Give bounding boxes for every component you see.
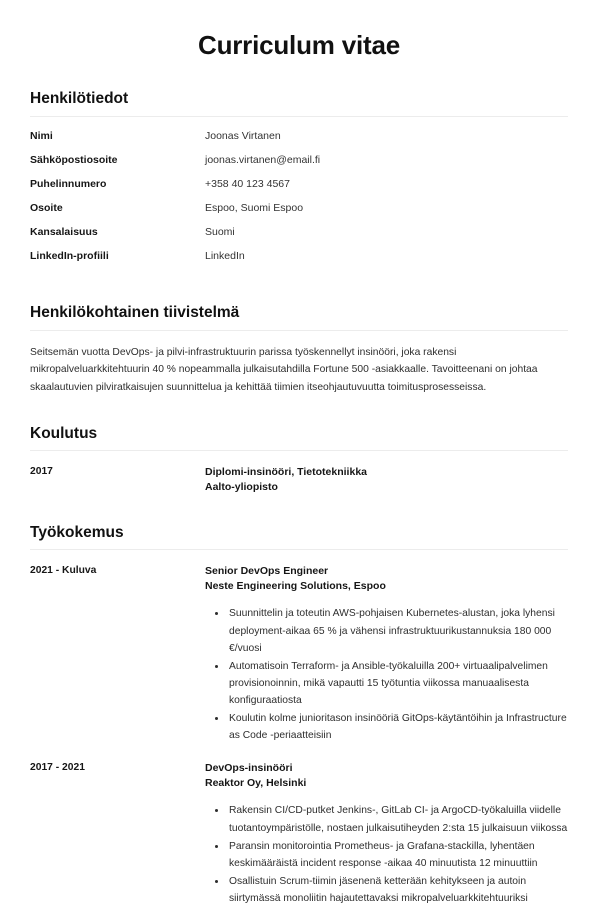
table-row — [30, 178, 568, 202]
education-entry — [30, 465, 568, 495]
table-row — [30, 130, 568, 154]
table-row — [30, 226, 568, 250]
experience-entry-company: Reaktor Oy, Helsinki — [205, 777, 307, 790]
list-item: • Suunnittelin ja toteutin AWS-pohjaisen Kubernetes-alustan, joka lyhensi deployment-aikaa 65 % ja vähensi infrastruktuurikustannuksia 180 000 €/vuosi — [227, 605, 568, 656]
education-entry-body — [205, 465, 568, 495]
experience-entry-body — [205, 564, 568, 745]
summary-paragraph: Seitsemän vuotta DevOps- ja pilvi-infrastruktuurin parissa työskennellyt insinööri, joka rakensi mikropalveluarkkitehtuurin 40 % nopeammalla julkaisutahdilla Fortune 500 -asiakkaalle. Tavoitteenani on johtaa skaalautuvien pilviratkaisujen suunnittelua ja kehittää tiimien itseohjautuvuutta toimitusprosesseissa. — [30, 346, 538, 394]
section-personal-summary — [30, 303, 568, 396]
experience-entry — [30, 761, 568, 908]
list-item: • Automatisoin Terraform- ja Ansible-työkaluilla 200+ virtuaalipalvelimen provisionoinnin, mikä vapautti 15 työtuntia viikossa manuaalisesta konfiguraatiosta — [227, 658, 568, 709]
detail-value-nationality: Suomi — [205, 226, 235, 239]
section-work-experience — [30, 523, 568, 908]
detail-value-email: joonas.virtanen@email.fi — [205, 153, 321, 166]
page-title: Curriculum vitae — [198, 30, 400, 60]
detail-value-linkedin: LinkedIn — [205, 250, 245, 263]
education-entry-date: 2017 — [30, 466, 53, 478]
section-heading-personal-details: Henkilötiedot — [30, 90, 129, 108]
detail-value-phone: +358 40 123 4567 — [205, 177, 290, 190]
section-heading-education: Koulutus — [30, 424, 98, 442]
section-heading-work-experience: Työkokemus — [30, 523, 124, 541]
list-item: • Koulutin kolme junioritason insinööriä GitOps-käytäntöihin ja Infrastructure as Code -periaatteisiin — [227, 710, 568, 744]
experience-entry-role: DevOps-insinööri — [205, 762, 293, 775]
detail-label-linkedin: LinkedIn-profiili — [30, 250, 109, 263]
section-personal-details — [30, 89, 568, 274]
personal-details-body — [30, 130, 568, 275]
experience-entry-bullets — [205, 802, 568, 906]
experience-entry-date: 2017 - 2021 — [30, 762, 85, 774]
experience-entry — [30, 564, 568, 745]
experience-entry-role: Senior DevOps Engineer — [205, 564, 329, 577]
section-divider — [30, 549, 568, 550]
list-item: • Osallistuin Scrum-tiimin jäsenenä ketterään kehitykseen ja autoin siirtymässä monoliitin hajautettavaksi mikropalveluarkkitehtuuriksi — [227, 873, 568, 907]
section-divider — [30, 116, 568, 117]
section-divider — [30, 330, 568, 331]
section-education — [30, 424, 568, 496]
detail-label-nimi: Nimi — [30, 129, 53, 142]
experience-entry-bullets — [205, 605, 568, 744]
section-divider — [30, 450, 568, 451]
experience-entry-company: Neste Engineering Solutions, Espoo — [205, 580, 386, 593]
list-item: • Paransin monitorointia Prometheus- ja Grafana-stackilla, lyhentäen keskimääräistä incident response -aikaa 40 minuutista 12 minuuttiin — [227, 838, 568, 872]
detail-label-address: Osoite — [30, 201, 63, 214]
section-heading-summary: Henkilökohtainen tiivistelmä — [30, 304, 240, 322]
list-item: • Rakensin CI/CD-putket Jenkins-, GitLab CI- ja ArgoCD-työkaluilla viidelle tuotantoympäristölle, nostaen julkaisutiheyden 2:sta 15 julkaisuun viikossa — [227, 802, 568, 836]
detail-label-email: Sähköpostiosoite — [30, 153, 118, 166]
table-row — [30, 250, 568, 274]
experience-entry-body — [205, 761, 568, 908]
experience-entry-date: 2021 - Kuluva — [30, 564, 97, 576]
table-row — [30, 154, 568, 178]
personal-details-table — [30, 130, 568, 275]
detail-value-address: Espoo, Suomi Espoo — [205, 201, 304, 214]
education-entry-institution: Aalto-yliopisto — [205, 481, 278, 494]
education-entry-degree: Diplomi-insinööri, Tietotekniikka — [205, 466, 367, 479]
table-row — [30, 202, 568, 226]
detail-label-phone: Puhelinnumero — [30, 177, 107, 190]
detail-value-nimi: Joonas Virtanen — [205, 129, 281, 142]
detail-label-nationality: Kansalaisuus — [30, 226, 98, 239]
